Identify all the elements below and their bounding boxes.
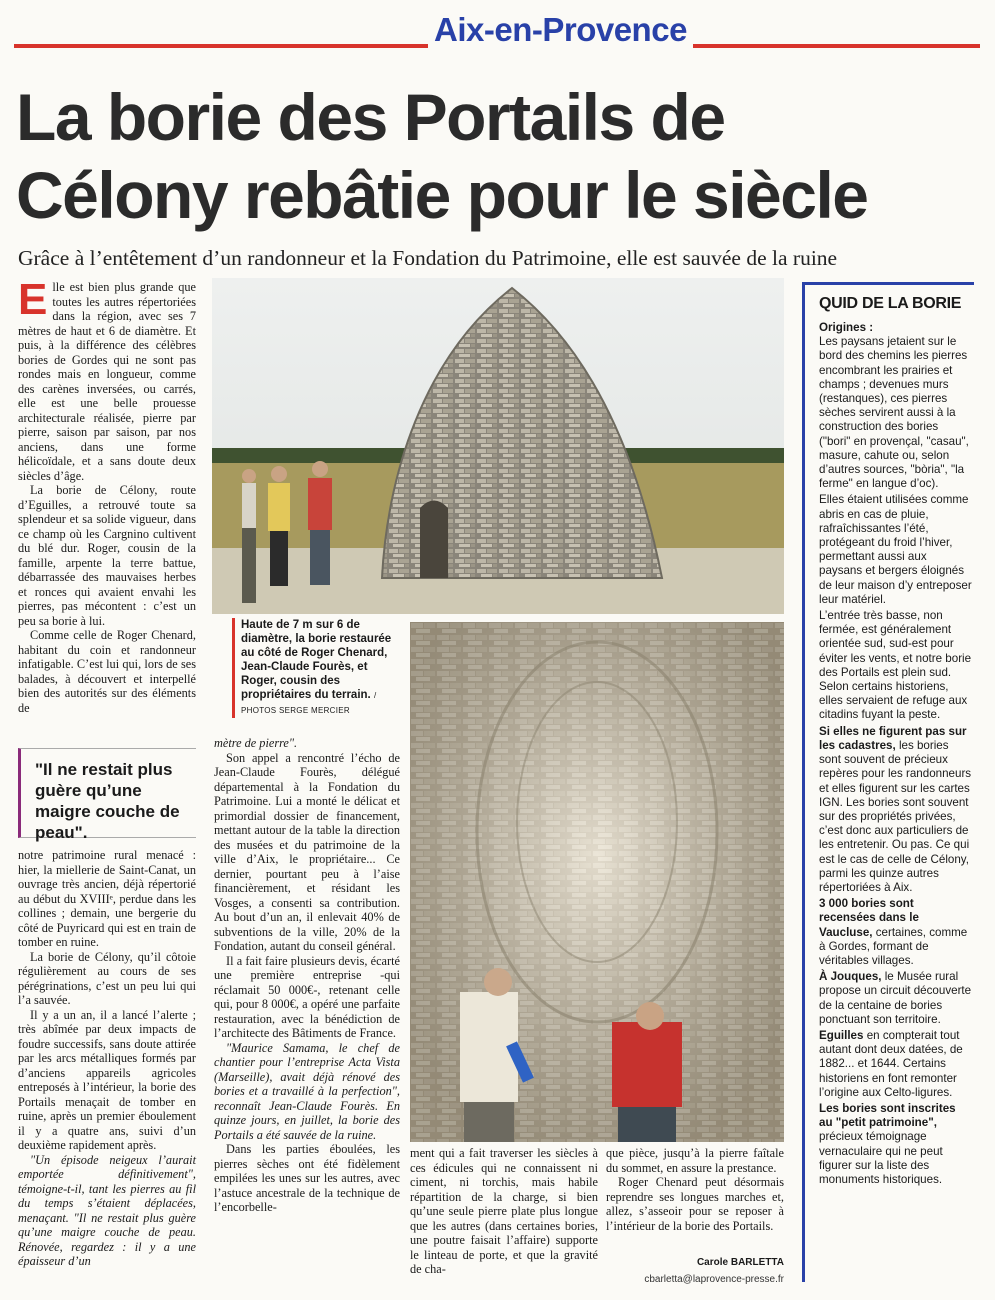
article-paragraph: Il a fait faire plusieurs devis, écarté une première entreprise -qui réclamait 50 000€-, retenant celle qui, pour 8 000€, a opéré une parfaite restauration, avec la bénédiction de l’architecte des Bâtiments de France. xyxy=(214,953,400,1040)
sidebar-paragraph: Eguilles en compterait tout autant dont deux datées, de 1882... et 1644. Certains historiens en font remonter l’origine aux Celto-ligures. xyxy=(819,1028,963,1099)
article-paragraph: que pièce, jusqu’à la pierre faîtale du sommet, en assure la prestance. xyxy=(606,1146,784,1175)
photo-borie-exterior xyxy=(212,278,784,614)
subheadline: Grâce à l’entêtement d’un randonneur et la Fondation du Patrimoine, elle est sauvée de la ruine xyxy=(18,246,838,270)
article-paragraph: "Un épisode neigeux l’aurait emportée définitivement", témoigne-t-il, tant les pierres au fil du temps s’étaient déplacées, menaçant. "Il ne restait plus guère qu’une maigre couche de peau. Rénovée, regardez : il y a une épaisseur d’un xyxy=(18,1152,196,1268)
article-column-1 xyxy=(18,275,196,715)
section-rubric: Aix-en-Provence xyxy=(428,10,693,50)
photo-borie-interior xyxy=(410,622,784,1142)
sidebar-title: QUID DE LA BORIE xyxy=(819,295,962,312)
sidebar-paragraph: À Jouques, le Musée rural propose un circuit découverte de la centaine de bories ponctuant son territoire. xyxy=(819,970,972,1026)
article-paragraph: Son appel a rencontré l’écho de Jean-Claude Fourès, délégué départemental à la Fondation du Patrimoine. Lui a monté le délicat et primordial dossier de financement, mettant autour de la table la direction des musées et du patrimoine de la ville d’Aix, le propriétaire... Ce dernier, pourtant peu à l’aise financièrement, et résidant les Vosges, a consenti sa contribution. Au bout d’un an, il enlevait 40% de subventions de la ville, 20% de la Fondation, autant du conseil général. xyxy=(214,750,400,953)
author-signature: Carole BARLETTA xyxy=(696,1257,784,1268)
article-column-4 xyxy=(606,1146,784,1233)
sidebar-paragraph: Origines : Les paysans jetaient sur le bord des chemins les pierres encombrant les prairies et champs ; devenues murs (restanques), ces pierres sèches servirent aussi à la construction des bories ("bori" en provençal, "casau", masure, cahute ou, selon d’autres sources, "bòria", "la ferme" en langue d’oc). xyxy=(819,321,969,491)
sidebar-paragraph: Si elles ne figurent pas sur les cadastres, les bories sont souvent de précieux repères pour les randonneurs et elles figurent sur les cartes IGN. Les bories sont souvent sur des propriétés privées, c’est donc aux particuliers de les entretenir. Ou pas. Ce qui est le cas de celle de Célony, parmi les quinze autres répertoriées à Aix. xyxy=(819,724,972,894)
article-paragraph: Elle est bien plus grande que toutes les autres répertoriées dans la région, avec ses 7 mètres de haut et 6 de diamètre. Et puis, à la différence des célèbres bories de Gordes qui ne sont pas rondes mais en longueur, comme des carènes inversées, ou carrés, elle est une belle prouesse architecturale réalisée, pierre par pierre, saison par saison, par nos anciens, dans une forme hélicoïdale, et a sans doute deux siècles d’âge. xyxy=(18,275,196,483)
article-paragraph: Comme celle de Roger Chenard, habitant du coin et randonneur infatigable. C’est lui qui, lors de ses balades, à découvert et interpellé bien des autorités sur des éléments de xyxy=(18,628,196,715)
sidebar-quid-de-la-borie xyxy=(802,282,974,1282)
sidebar-body xyxy=(805,321,974,1187)
headline-line-2: Célony rebâtie pour le siècle xyxy=(16,158,868,232)
article-paragraph: La borie de Célony, route d’Eguilles, a retrouvé toute sa splendeur et sa solide vigueur, dans ce champ où les Cargnino cultivent du blé dur. Roger, cousin de la famille, arpente la terre battue, débarrassée des mauvaises herbes et ronces qui avaient envahi les pierres, pas mécontent : c’est un peu sa borie à lui. xyxy=(18,483,196,628)
sidebar-paragraph: 3 000 bories sont recensées dans le Vaucluse, certaines, comme à Gordes, formant de véritables villages. xyxy=(819,897,968,967)
drop-cap: E xyxy=(18,275,48,324)
article-paragraph: mètre de pierre". xyxy=(214,736,298,750)
sidebar-paragraph: L’entrée très basse, non fermée, est généralement orientée sud, sud-est pour éviter les vents, et notre borie des Portails est plein sud. Selon certains historiens, elles servaient de refuge aux citadins fuyant la peste. xyxy=(819,609,972,722)
article-paragraph: Roger Chenard peut désormais reprendre ses longues marches et, allez, s’asseoir pour se reposer à l’intérieur de la borie des Portails. xyxy=(606,1175,784,1233)
article-column-3 xyxy=(410,1146,598,1277)
caption-text: Haute de 7 m sur 6 de diamètre, la borie restaurée au côté de Roger Chenard, Jean-Claude Fourès, et Roger, cousin des propriétaires du terrain. xyxy=(241,619,392,701)
author-email: cbarletta@laprovence-presse.fr xyxy=(644,1274,784,1285)
pull-quote: "Il ne restait plus guère qu’une maigre couche de peau". xyxy=(18,748,196,838)
photo-credit: / PHOTOS SERGE MERCIER xyxy=(241,691,377,715)
article-column-1-continued xyxy=(18,848,196,1269)
article-paragraph: Dans les parties éboulées, les pierres sèches ont été fidèlement empilées les unes sur les autres, avec l’astuce ancestrale de la technique de l’encorbelle- xyxy=(214,1142,400,1214)
headline xyxy=(16,78,976,234)
article-paragraph: notre patrimoine rural menacé : hier, la miellerie de Saint-Canat, un ouvrage très ancien, déjà répertorié au début du XVIIIᵉ, perdue dans les collines ; demain, une bergerie du côté de Puyricard qui est en train de tomber en ruine. xyxy=(18,848,196,949)
article-paragraph: ment qui a fait traverser les siècles à ces édicules qui ne connaissent ni ciment, ni torchis, mais habile répartition de la charge, si bien qu’une seule pierre plate plus longue que les autres (dans certaines bories, une poutre faisait l’affaire) supporte le linteau de porte, et que la gravité de cha- xyxy=(410,1146,598,1276)
article-paragraph: "Maurice Samama, le chef de chantier pour l’entreprise Acta Vista (Marseille), avait déjà rénové des bories et a travaillé à la perfection", reconnaît Jean-Claude Fourès. En quinze jours, en juillet, la borie des Portails a été sauvée de la ruine. xyxy=(214,1040,400,1142)
sidebar-paragraph: Elles étaient utilisées comme abris en cas de pluie, rafraîchissantes l’été, protégeant du froid l’hiver, permettant aussi aux paysans et bergers éloignés de leur maison d’y entreposer leur matériel. xyxy=(819,493,972,606)
article-paragraph: La borie de Célony, qu’il côtoie régulièrement au cours de ses pérégrinations, c’est un peu lui qui l’a sauvée. xyxy=(18,949,196,1007)
article-paragraph: Il y a un an, il a lancé l’alerte ; très abîmée par deux impacts de foudre successifs, sans doute attirée par les arcs métalliques formés par d’anciens appareils agricoles entreposés à l’intérieur, la borie des Portails menaçait de tomber en ruine, après un premier éboulement il y a quatre ans, suivi d’un deuxième rapidement après. xyxy=(18,1007,196,1152)
sidebar-paragraph: Les bories sont inscrites au "petit patrimoine", précieux témoignage vernaculaire qui ne peut figurer sur la liste des monuments historiques. xyxy=(819,1101,956,1186)
article-column-2 xyxy=(214,736,400,1215)
headline-line-1: La borie des Portails de xyxy=(16,80,725,154)
photo-caption xyxy=(232,618,400,718)
